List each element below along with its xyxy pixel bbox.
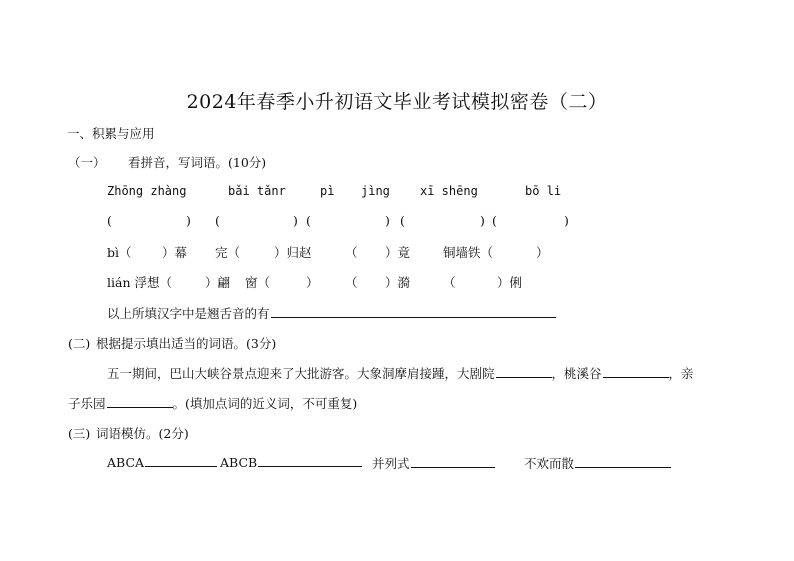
answer-blank[interactable] [107, 395, 173, 408]
paragraph-line [107, 364, 694, 382]
answer-paren-open: ( [107, 213, 112, 228]
question-prompt: 看拼音，写词语。(10分) [128, 155, 267, 170]
imitation-label: ABCA [107, 455, 145, 470]
paragraph-line [68, 394, 357, 412]
question-label: （一） [68, 155, 106, 170]
section-heading: 一、积累与应用 [67, 126, 155, 141]
answer-blank[interactable] [145, 454, 217, 467]
fill-item: bì（ [107, 245, 132, 260]
fill-item: ）幕 [162, 245, 188, 260]
pinyin-item: bǎi tǎnr [228, 184, 286, 198]
question-label: (三) [68, 426, 91, 441]
pinyin-item: xī shēng [420, 184, 478, 198]
answer-paren-close: ) [293, 213, 298, 228]
answer-paren-open: ( [492, 213, 497, 228]
fill-item: 完（ [215, 245, 241, 260]
answer-paren-open: ( [215, 213, 220, 228]
question-prompt: 词语模仿。(2分) [96, 426, 189, 441]
question-label: (二) [68, 336, 91, 351]
imitation-item [372, 454, 495, 472]
answer-blank[interactable] [258, 454, 362, 467]
retroflex-label: 以上所填汉字中是翘舌音的有 [107, 306, 270, 321]
fill-item: （ [443, 275, 456, 290]
answer-blank[interactable] [271, 305, 556, 318]
paragraph-text: 子乐园 [68, 396, 106, 411]
question-prompt: 根据提示填出适当的词语。(3分) [96, 336, 277, 351]
fill-item: ） [306, 275, 319, 290]
answer-paren-open: ( [306, 213, 311, 228]
paragraph-text: 。(填加点词的近义词，不可重复) [172, 396, 358, 411]
retroflex-question [107, 304, 556, 322]
pinyin-item: jìng [361, 184, 390, 198]
paragraph-text: ，桃溪谷 [551, 366, 602, 381]
imitation-item [220, 454, 362, 470]
imitation-item [107, 454, 217, 470]
answer-paren-open: ( [400, 213, 405, 228]
imitation-label: 并列式 [372, 456, 410, 471]
fill-item: （ [345, 275, 358, 290]
answer-blank[interactable] [411, 455, 495, 468]
fill-item: lián 浮想（ [107, 275, 172, 290]
imitation-label: 不欢而散 [524, 456, 575, 471]
fill-item: 铜墙铁（ [443, 245, 494, 260]
answer-blank[interactable] [603, 365, 669, 378]
fill-item: ）翩 [205, 275, 231, 290]
answer-paren-close: ) [480, 213, 485, 228]
answer-blank[interactable] [496, 365, 552, 378]
paragraph-text: 五一期间，巴山大峡谷景点迎来了大批游客。大象洞摩肩接踵，大剧院 [107, 366, 495, 381]
fill-item: ）俐 [497, 275, 523, 290]
answer-paren-close: ) [186, 213, 191, 228]
fill-item: ）归赵 [274, 245, 312, 260]
fill-item: ） [536, 245, 549, 260]
imitation-label: ABCB [220, 455, 258, 470]
fill-item: ）漪 [385, 275, 411, 290]
pinyin-item: bō li [525, 184, 562, 198]
pinyin-item: pì [320, 184, 335, 198]
answer-blank[interactable] [575, 455, 671, 468]
imitation-item [524, 454, 671, 472]
answer-paren-close: ) [564, 213, 569, 228]
pinyin-item: Zhōng zhàng [107, 184, 187, 198]
fill-item: （ [345, 245, 358, 260]
fill-item: 窗（ [245, 275, 271, 290]
answer-paren-close: ) [385, 213, 390, 228]
paragraph-text: ，亲 [668, 366, 694, 381]
fill-item: ）竟 [385, 245, 411, 260]
page-title: 2024年春季小升初语文毕业考试模拟密卷（二） [186, 91, 608, 113]
